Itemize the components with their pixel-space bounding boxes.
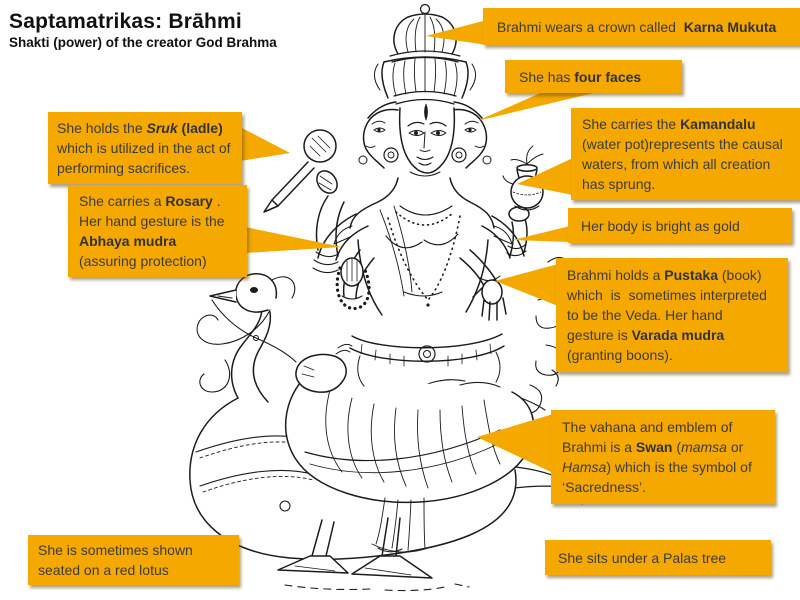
callout-crown-text xyxy=(497,17,776,37)
text-part: She sits under a Palas tree xyxy=(558,549,727,566)
callout-sruk xyxy=(48,112,242,184)
callout-pustaka xyxy=(556,258,788,372)
arm-with-kamandalu xyxy=(482,146,543,258)
callout-crown xyxy=(483,8,800,45)
callout-palas-tree xyxy=(545,540,771,575)
text-part-bold: Karna Mukuta xyxy=(683,18,777,35)
text-part: Brahmi holds a xyxy=(567,267,665,283)
text-part: She carries the xyxy=(582,116,681,132)
text-part: She is sometimes shown seated on a red lotus xyxy=(38,542,197,578)
text-part-bold: four faces xyxy=(574,68,642,85)
text-part-bold-italic: Sruk xyxy=(146,120,178,136)
text-part: She carries a xyxy=(79,193,166,209)
text-part-bold: Rosary xyxy=(165,193,213,209)
callout-four-faces xyxy=(505,60,682,93)
header xyxy=(9,10,277,51)
text-part-bold: Pustaka xyxy=(664,267,718,283)
text-part: ( xyxy=(672,439,682,455)
callout-four-faces-text xyxy=(519,67,641,87)
text-part: She has xyxy=(519,68,575,85)
text-part: or xyxy=(726,439,748,455)
text-part: ) which is the symbol of ‘Sacredness’. xyxy=(562,459,756,495)
callout-kamandalu xyxy=(571,108,800,200)
crown xyxy=(368,5,482,119)
text-part-bold: Varada mudra xyxy=(631,327,725,343)
text-part-italic: Hamsa xyxy=(562,459,607,475)
text-part: . Her hand gesture is the xyxy=(79,193,229,229)
text-part-italic: mamsa xyxy=(681,439,727,455)
swan-head xyxy=(197,274,296,402)
text-part: (water pot)represents the causal waters, from which all creation has sprung. xyxy=(582,116,787,192)
text-part-bold: Abhaya mudra xyxy=(79,233,177,249)
callout-rosary xyxy=(68,185,247,277)
text-part: (assuring protection) xyxy=(79,233,207,269)
page-subtitle: Shakti (power) of the creator God Brahma xyxy=(9,35,277,50)
tail-pustaka xyxy=(495,264,558,306)
text-part: The vahana and emblem of Brahmi is a xyxy=(562,419,737,455)
text-part-bold: (ladle) xyxy=(181,120,223,136)
text-part: She holds the xyxy=(57,120,147,136)
page-title: Saptamatrikas: Brāhmi xyxy=(9,10,242,33)
callout-swan xyxy=(551,410,775,504)
text-part-bold: Kamandalu xyxy=(680,116,756,132)
callout-body-gold xyxy=(568,208,792,243)
text-part: Her body is bright as gold xyxy=(581,217,740,234)
text-part: Brahmi wears a crown called xyxy=(497,18,684,35)
ground xyxy=(285,584,469,591)
text-part-bold: Swan xyxy=(635,439,673,455)
text-part: (granting boons). xyxy=(567,327,729,363)
girdle xyxy=(350,334,504,386)
tail-sruk xyxy=(240,127,290,161)
text-part: (book) which is sometimes interpreted to be the Veda. Her hand gesture is xyxy=(567,267,771,343)
tail-gold xyxy=(513,226,570,242)
arm-with-rosary xyxy=(337,250,374,309)
faces xyxy=(359,104,491,176)
callout-red-lotus xyxy=(28,535,239,585)
text-part: which is utilized in the act of performing sacrifices. xyxy=(57,120,235,176)
tail-rosary xyxy=(245,227,342,253)
